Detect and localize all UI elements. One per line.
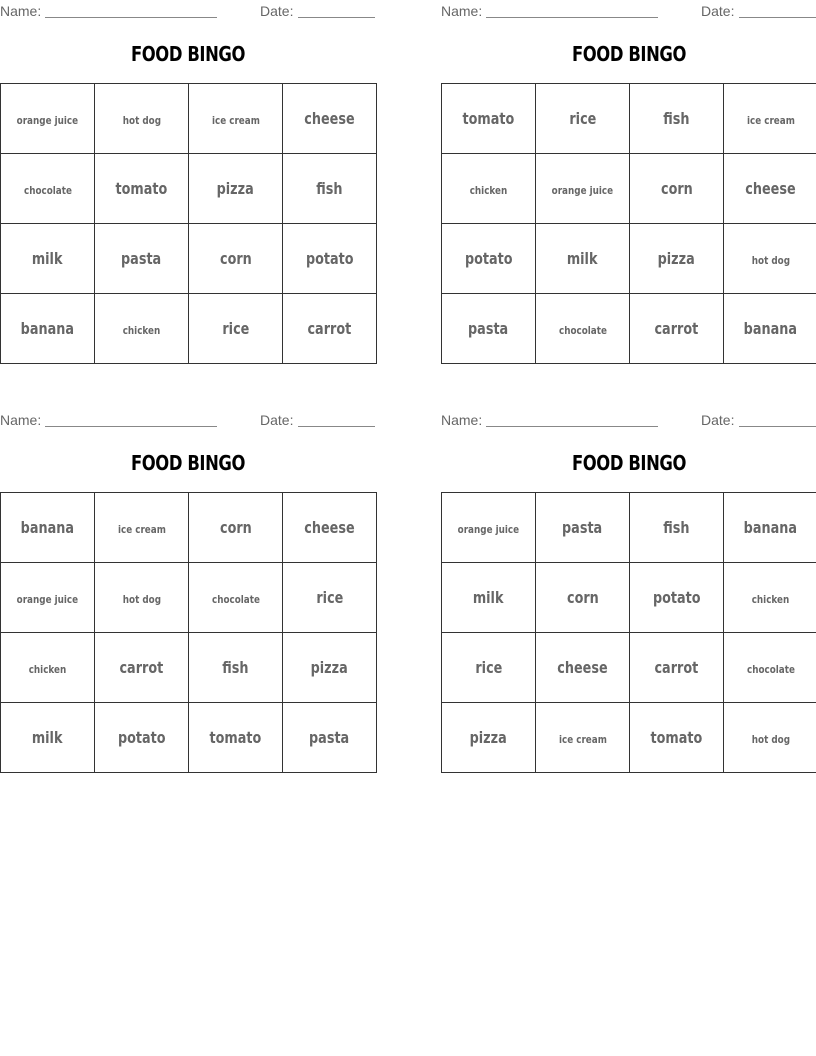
- bingo-cell: [442, 154, 536, 224]
- name-blank-line: [45, 17, 217, 18]
- bingo-cell: [536, 154, 630, 224]
- bingo-grid: [0, 83, 377, 364]
- name-blank-line: [45, 426, 217, 427]
- name-blank-line: [486, 17, 658, 18]
- bingo-cell: [630, 294, 724, 364]
- bingo-cell: [95, 633, 189, 703]
- bingo-cell: [189, 224, 283, 294]
- bingo-cell: [536, 224, 630, 294]
- cell-label: fish: [663, 518, 690, 537]
- cell-label: rice: [475, 658, 502, 677]
- bingo-grid: [441, 83, 816, 364]
- bingo-cell: [189, 154, 283, 224]
- cell-label: potato: [117, 728, 166, 747]
- bingo-cell: [95, 563, 189, 633]
- bingo-cell: [189, 563, 283, 633]
- cell-label: cheese: [304, 518, 355, 537]
- bingo-cell: [536, 563, 630, 633]
- bingo-cell: [630, 493, 724, 563]
- date-blank-line: [739, 426, 816, 427]
- bingo-cell: [536, 493, 630, 563]
- cell-label: pasta: [562, 518, 603, 537]
- cell-label: banana: [743, 518, 798, 537]
- cell-label: hot dog: [122, 593, 161, 606]
- cell-label: carrot: [119, 658, 164, 677]
- bingo-cell: [1, 633, 95, 703]
- bingo-cell: [283, 294, 377, 364]
- cell-label: pizza: [216, 179, 255, 198]
- bingo-cell: [724, 703, 816, 773]
- grid-row: [442, 563, 816, 633]
- bingo-cell: [536, 633, 630, 703]
- grid-row: [442, 224, 816, 294]
- bingo-cell: [95, 493, 189, 563]
- cell-label: orange juice: [16, 114, 79, 127]
- name-label: Name:: [441, 3, 483, 19]
- grid-row: [1, 154, 377, 224]
- date-blank-line: [298, 17, 375, 18]
- bingo-cell: [630, 563, 724, 633]
- name-label: Name:: [0, 412, 42, 428]
- bingo-cell: [724, 224, 816, 294]
- bingo-cell: [189, 493, 283, 563]
- bingo-cell: [1, 224, 95, 294]
- grid-row: [442, 84, 816, 154]
- cell-label: pizza: [469, 728, 508, 747]
- date-label: Date:: [701, 3, 735, 19]
- cell-label: banana: [743, 319, 798, 338]
- bingo-cell: [1, 563, 95, 633]
- bingo-cell: [442, 703, 536, 773]
- grid-row: [1, 633, 377, 703]
- bingo-card: [0, 409, 376, 781]
- bingo-cell: [724, 493, 816, 563]
- bingo-grid: [0, 492, 377, 773]
- bingo-cell: [95, 294, 189, 364]
- grid-row: [1, 563, 377, 633]
- cell-label: chicken: [122, 324, 161, 337]
- grid-row: [442, 703, 816, 773]
- name-label: Name:: [0, 3, 42, 19]
- cell-label: chicken: [751, 593, 790, 606]
- cell-label: pasta: [468, 319, 509, 338]
- cell-label: chocolate: [23, 184, 72, 197]
- card-header: [0, 2, 376, 20]
- cell-label: corn: [566, 588, 599, 607]
- cell-label: chocolate: [558, 324, 607, 337]
- cell-label: hot dog: [122, 114, 161, 127]
- bingo-cell: [724, 294, 816, 364]
- bingo-cell: [442, 84, 536, 154]
- cell-label: milk: [567, 249, 598, 268]
- cell-label: corn: [660, 179, 693, 198]
- card-header: [441, 411, 816, 429]
- cell-label: orange juice: [16, 593, 79, 606]
- bingo-cell: [724, 154, 816, 224]
- bingo-card: [441, 0, 816, 372]
- bingo-cell: [442, 633, 536, 703]
- bingo-cell: [95, 703, 189, 773]
- bingo-cell: [724, 563, 816, 633]
- bingo-cell: [1, 294, 95, 364]
- card-title: FOOD BINGO: [130, 42, 246, 66]
- cell-label: milk: [473, 588, 504, 607]
- bingo-cell: [536, 294, 630, 364]
- cell-label: orange juice: [457, 523, 520, 536]
- cell-label: cheese: [557, 658, 608, 677]
- cell-label: chicken: [28, 663, 67, 676]
- cell-label: hot dog: [751, 254, 790, 267]
- cell-label: orange juice: [551, 184, 614, 197]
- cell-label: ice cream: [211, 114, 260, 127]
- card-title: FOOD BINGO: [571, 42, 687, 66]
- bingo-cell: [283, 633, 377, 703]
- bingo-cell: [536, 84, 630, 154]
- bingo-cell: [189, 703, 283, 773]
- date-label: Date:: [701, 412, 735, 428]
- cell-label: rice: [569, 109, 596, 128]
- grid-row: [1, 294, 377, 364]
- name-blank-line: [486, 426, 658, 427]
- bingo-cell: [630, 633, 724, 703]
- cell-label: carrot: [654, 658, 699, 677]
- bingo-cell: [283, 563, 377, 633]
- grid-row: [1, 703, 377, 773]
- bingo-grid: [441, 492, 816, 773]
- card-title: FOOD BINGO: [130, 451, 246, 475]
- cell-label: pizza: [657, 249, 696, 268]
- cell-label: corn: [219, 249, 252, 268]
- grid-row: [442, 294, 816, 364]
- cell-label: fish: [663, 109, 690, 128]
- bingo-cell: [536, 703, 630, 773]
- cell-label: ice cream: [746, 114, 795, 127]
- bingo-cell: [724, 84, 816, 154]
- bingo-cell: [630, 703, 724, 773]
- cell-label: chicken: [469, 184, 508, 197]
- cell-label: tomato: [209, 728, 262, 747]
- date-label: Date:: [260, 412, 294, 428]
- bingo-cell: [630, 154, 724, 224]
- bingo-cell: [442, 563, 536, 633]
- cell-label: chocolate: [211, 593, 260, 606]
- bingo-cell: [95, 154, 189, 224]
- bingo-cell: [283, 154, 377, 224]
- bingo-cell: [1, 493, 95, 563]
- bingo-cell: [1, 154, 95, 224]
- cell-label: carrot: [654, 319, 699, 338]
- cell-label: banana: [20, 518, 75, 537]
- bingo-cell: [630, 84, 724, 154]
- bingo-cell: [283, 703, 377, 773]
- cell-label: ice cream: [117, 523, 166, 536]
- bingo-cell: [283, 224, 377, 294]
- cell-label: fish: [316, 179, 343, 198]
- grid-row: [1, 84, 377, 154]
- bingo-cell: [442, 224, 536, 294]
- cell-label: hot dog: [751, 733, 790, 746]
- cell-label: pasta: [121, 249, 162, 268]
- cell-label: milk: [32, 728, 63, 747]
- grid-row: [442, 493, 816, 563]
- bingo-cell: [189, 294, 283, 364]
- date-blank-line: [298, 426, 375, 427]
- cell-label: tomato: [650, 728, 703, 747]
- date-label: Date:: [260, 3, 294, 19]
- bingo-cell: [189, 84, 283, 154]
- cell-label: rice: [316, 588, 343, 607]
- card-header: [0, 411, 376, 429]
- cell-label: carrot: [307, 319, 352, 338]
- bingo-cell: [95, 224, 189, 294]
- cell-label: ice cream: [558, 733, 607, 746]
- card-title: FOOD BINGO: [571, 451, 687, 475]
- bingo-card: [441, 409, 816, 781]
- bingo-cell: [442, 493, 536, 563]
- cell-label: pasta: [309, 728, 350, 747]
- date-blank-line: [739, 17, 816, 18]
- bingo-cell: [283, 493, 377, 563]
- bingo-cell: [283, 84, 377, 154]
- cell-label: banana: [20, 319, 75, 338]
- bingo-cell: [442, 294, 536, 364]
- bingo-cell: [630, 224, 724, 294]
- cell-label: tomato: [462, 109, 515, 128]
- cell-label: cheese: [304, 109, 355, 128]
- cell-label: corn: [219, 518, 252, 537]
- name-label: Name:: [441, 412, 483, 428]
- bingo-cell: [189, 633, 283, 703]
- cell-label: fish: [222, 658, 249, 677]
- grid-row: [442, 154, 816, 224]
- bingo-cell: [95, 84, 189, 154]
- cell-label: potato: [305, 249, 354, 268]
- bingo-cell: [1, 84, 95, 154]
- bingo-cell: [1, 703, 95, 773]
- grid-row: [1, 224, 377, 294]
- grid-row: [1, 493, 377, 563]
- cell-label: rice: [222, 319, 249, 338]
- card-header: [441, 2, 816, 20]
- cell-label: tomato: [115, 179, 168, 198]
- grid-row: [442, 633, 816, 703]
- cell-label: cheese: [745, 179, 796, 198]
- cell-label: chocolate: [746, 663, 795, 676]
- cell-label: potato: [464, 249, 513, 268]
- cell-label: pizza: [310, 658, 349, 677]
- cell-label: milk: [32, 249, 63, 268]
- bingo-card: [0, 0, 376, 372]
- cell-label: potato: [652, 588, 701, 607]
- bingo-cell: [724, 633, 816, 703]
